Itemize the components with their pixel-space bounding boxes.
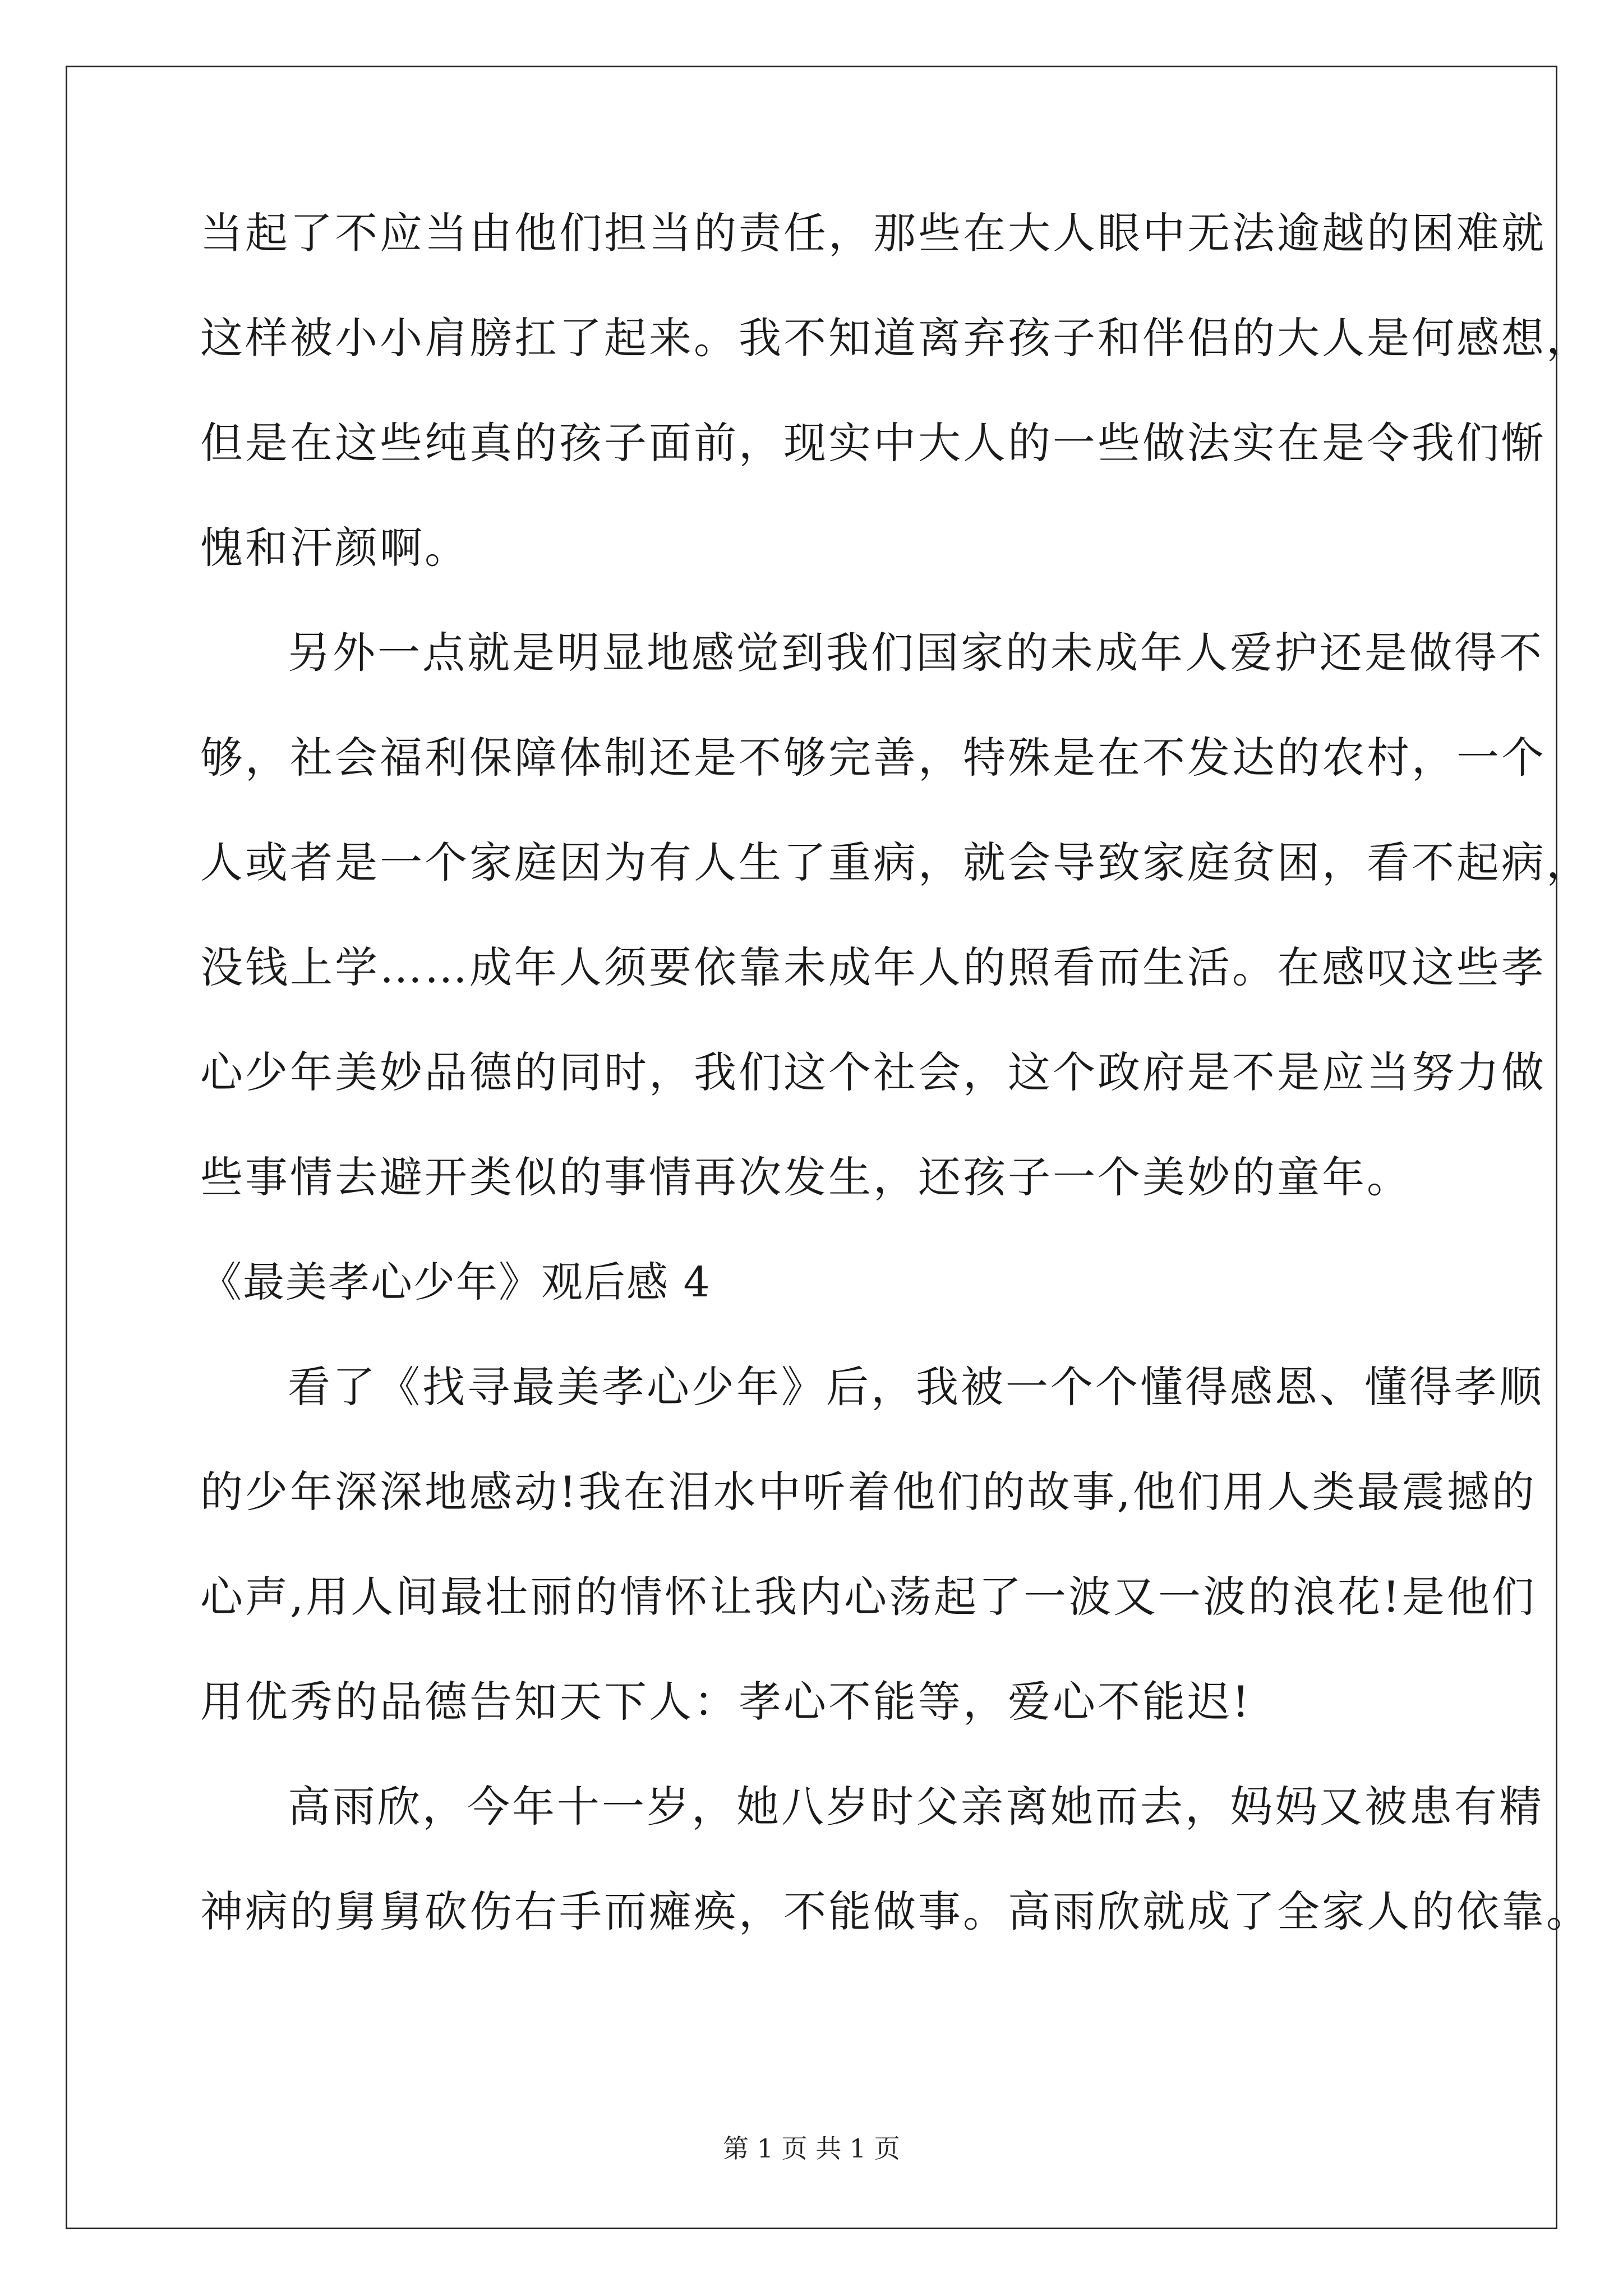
text-line: 神病的舅舅砍伤右手而瘫痪，不能做事。高雨欣就成了全家人的依靠。 [200,1887,1591,1936]
paragraph-start-line: 看了《找寻最美孝心少年》后，我被一个个懂得感恩、懂得孝顺 [288,1362,1544,1412]
text-line: 的少年深深地感动!我在泪水中听着他们的故事,他们用人类最震撼的 [200,1467,1537,1517]
text-line: 这样被小小肩膀扛了起来。我不知道离弃孩子和伴侣的大人是何感想， [200,313,1591,363]
text-line: 但是在这些纯真的孩子面前，现实中大人的一些做法实在是令我们惭 [200,418,1546,468]
text-line: 人或者是一个家庭因为有人生了重病，就会导致家庭贫困，看不起病， [200,838,1591,887]
paragraph-start-line: 另外一点就是明显地感觉到我们国家的未成年人爱护还是做得不 [288,628,1544,678]
text-line: 心声,用人间最壮丽的情怀让我内心荡起了一波又一波的浪花!是他们 [200,1572,1537,1622]
text-line: 当起了不应当由他们担当的责任，那些在大人眼中无法逾越的困难就 [200,208,1546,258]
text-line: 些事情去避开类似的事情再次发生，还孩子一个美妙的童年。 [200,1152,1412,1202]
text-line: 心少年美妙品德的同时，我们这个社会，这个政府是不是应当努力做 [200,1047,1546,1097]
document-body [200,208,1591,1991]
text-line: 够，社会福利保障体制还是不够完善，特殊是在不发达的农村，一个 [200,733,1546,783]
page-footer: 第 1 页 共 1 页 [723,2133,900,2164]
section-heading: 《最美孝心少年》观后感 4 [200,1258,711,1306]
text-line: 愧和汗颜啊。 [200,523,469,573]
text-line: 用优秀的品德告知天下人：孝心不能等，爱心不能迟! [200,1677,1252,1727]
text-line: 没钱上学……成年人须要依靠未成年人的照看而生活。在感叹这些孝 [200,942,1546,992]
paragraph-start-line: 高雨欣，今年十一岁，她八岁时父亲离她而去，妈妈又被患有精 [288,1782,1544,1832]
